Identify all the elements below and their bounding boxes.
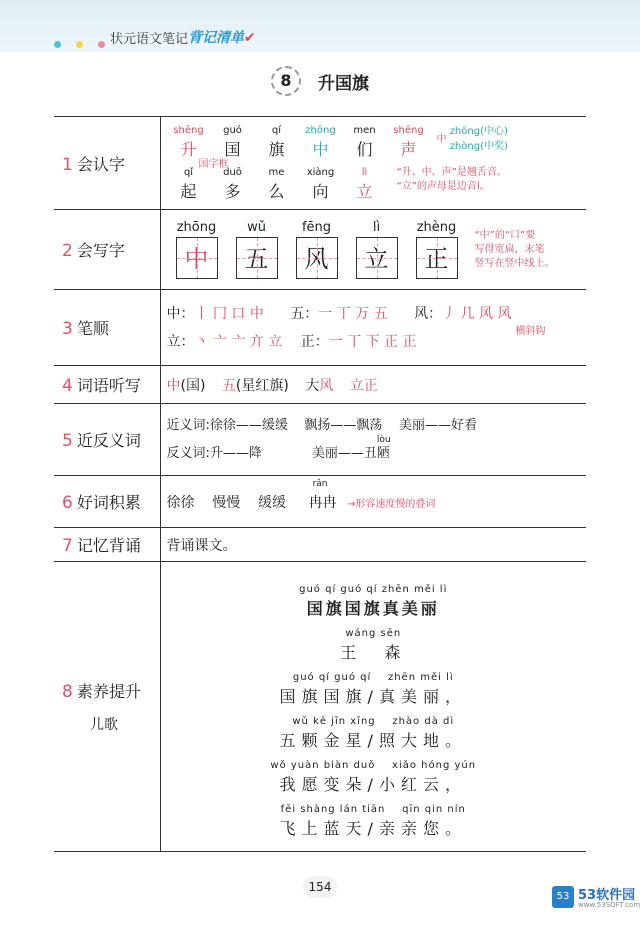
recognize-row-1 <box>167 124 581 160</box>
section-label: 2 会写字 <box>54 210 160 290</box>
char-li: lì 立 <box>356 167 373 201</box>
antonym-line: 反义词:升——降 美丽——丑 lòu 陋 <box>166 434 391 461</box>
pronunciation-notes: “升、中、声”是翘舌音。 “立”的声母是边音l。 <box>396 167 507 192</box>
page-number: 154 <box>303 876 337 898</box>
lesson-title: 升国旗 <box>318 73 370 94</box>
char-duo: duō 多 <box>223 167 242 201</box>
dictation-content: 中(国) 五(星红旗) 大风 立正 <box>160 366 586 404</box>
stroke-content <box>160 290 586 366</box>
char-guo: guó 国 <box>223 125 242 159</box>
row-recognize <box>54 117 586 210</box>
char-zhong: zhōng 中 <box>305 125 336 159</box>
watermark <box>552 880 640 920</box>
dot-blue <box>54 41 61 48</box>
brand-name: 状元语文笔记 <box>110 32 189 47</box>
synonym-content <box>160 404 586 476</box>
row-write <box>54 210 586 290</box>
memorize-content: 背诵课文。 <box>160 528 586 562</box>
poem-line: guó qí guó qí zhēn měi lì 国旗国旗/真美丽， <box>279 671 467 706</box>
row-stroke-order <box>54 290 586 366</box>
polyphone-note: 中 zhōng(中心) zhòng(中奖) <box>436 126 508 152</box>
char-qi3: qǐ 起 <box>180 167 197 201</box>
poem-content <box>160 562 586 852</box>
dot-pink <box>98 41 105 48</box>
synonym-line: 近义词:徐徐——缓缓 飘扬——飘荡 美丽——好看 <box>166 417 477 433</box>
poem-title: guó qí guó qí zhēn měi lì 国旗国旗真美丽 <box>299 583 448 618</box>
good-words-note: 形容速度慢的叠词 <box>355 498 436 510</box>
decorative-dots <box>54 33 115 52</box>
char-qi: qí 旗 <box>268 125 285 159</box>
char-xiang: xiàng 向 <box>306 167 335 201</box>
watermark-url: www.53SOFT.com <box>578 901 640 909</box>
lesson-number: 8 <box>271 66 301 96</box>
write-char: wǔ 五 <box>227 221 287 279</box>
char-sheng: shēng 升 <box>173 125 204 159</box>
section-label: 1 会认字 <box>54 117 160 210</box>
write-char: lì 立 <box>347 221 407 279</box>
poem-author: wáng sēn 王 森 <box>340 627 407 662</box>
write-note: “中”的“口”要 写得宽扁，末笔 竖写在竖中线上。 <box>474 229 555 269</box>
char-sheng2: shēng 声 <box>393 125 424 159</box>
section-label: 7 记忆背诵 <box>54 528 160 562</box>
section-label: 8 素养提升 儿歌 <box>54 562 160 852</box>
notes-table <box>54 116 586 852</box>
recognize-content <box>160 117 586 210</box>
poem-line: wǔ kē jīn xīng zhào dà dì 五颗金星/照大地。 <box>279 715 467 750</box>
watermark-text: 53软件园 <box>578 888 636 903</box>
brand-accent: 背记清单✔ <box>188 30 256 46</box>
char-men: men 们 <box>353 125 376 159</box>
stroke-row-2: 立：丶 亠 亠 亣 立 正：一 丅 下 正 正 <box>166 333 417 350</box>
watermark-logo-icon: 53 <box>552 886 574 908</box>
section-label: 5 近反义词 <box>54 404 160 476</box>
frame-note: 国字框 <box>198 159 229 170</box>
row-poem <box>54 562 586 852</box>
section-label: 6 好词积累 <box>54 476 160 528</box>
section-label: 3 笔顺 <box>54 290 160 366</box>
recognize-row-2 <box>167 166 581 202</box>
dot-yellow <box>76 41 83 48</box>
write-content <box>160 210 586 290</box>
row-good-words <box>54 476 586 528</box>
poem-line: fēi shàng lán tiān qīn qin nín 飞上蓝天/亲亲您。 <box>279 803 467 838</box>
top-banner <box>0 0 640 52</box>
row-synonyms <box>54 404 586 476</box>
section-label: 4 词语听写 <box>54 366 160 404</box>
write-char: fēng 风 <box>287 221 347 279</box>
check-icon: ✔ <box>244 30 256 46</box>
stroke-row-1: 中：丨 冂 口 中 五：一 丅 万 五 风：丿 几 风 风 <box>166 305 512 322</box>
row-dictation <box>54 366 586 404</box>
stroke-note: 横斜钩 <box>515 326 546 337</box>
lesson-heading <box>0 66 640 96</box>
poem-line: wǒ yuàn biàn duǒ xiǎo hóng yún 我愿变朵/小红云， <box>270 759 477 794</box>
good-words-content: 徐徐 慢慢 缓缓 rǎn 冉冉 →形容速度慢的叠词 <box>160 476 586 528</box>
char-me: me 么 <box>268 167 285 201</box>
write-char: zhōng 中 <box>167 221 227 279</box>
row-memorize <box>54 528 586 562</box>
write-char: zhèng 正 <box>407 221 467 279</box>
